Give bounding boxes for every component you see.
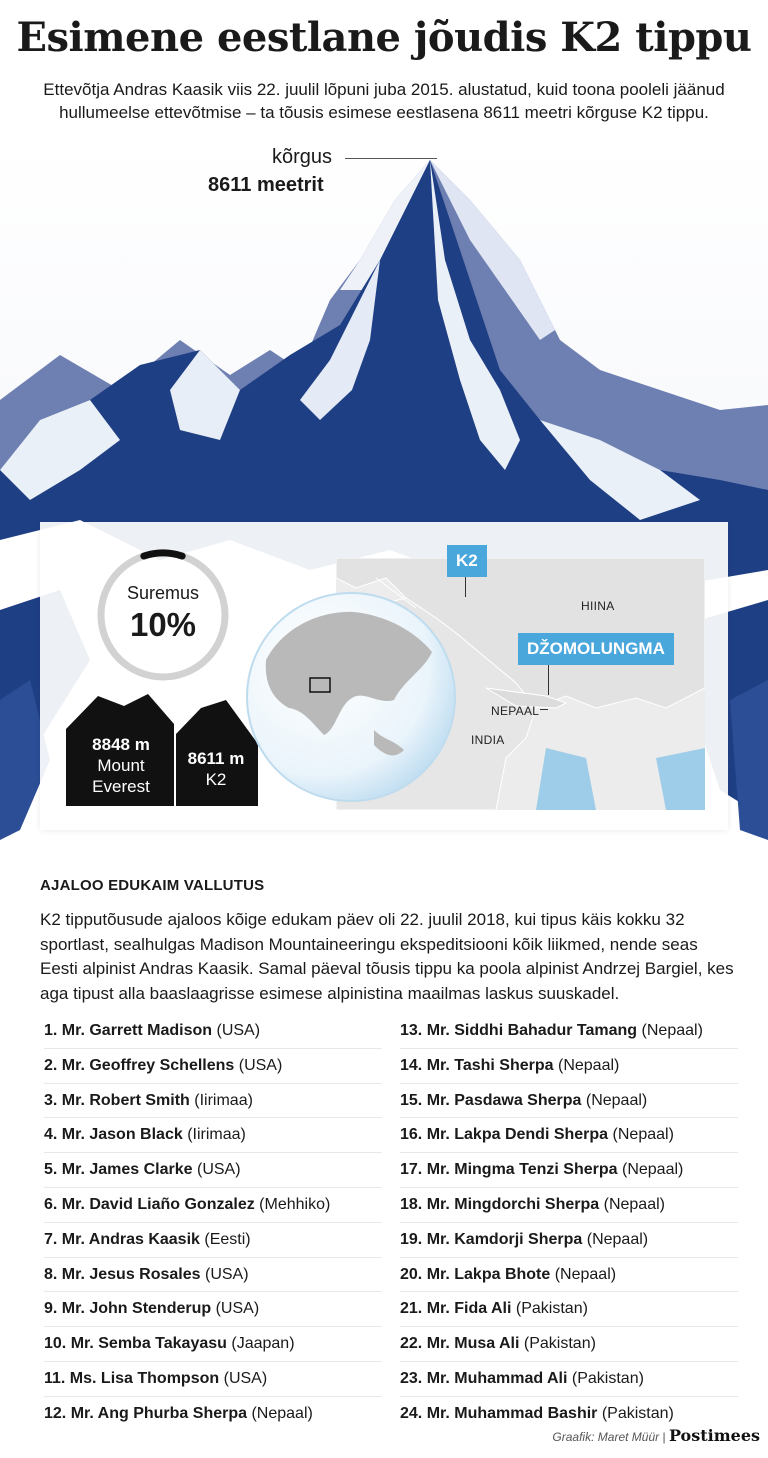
climber-country: (Eesti) [204,1230,251,1248]
list-item [44,1223,382,1258]
climber-country: (Nepaal) [554,1265,617,1283]
section-title: AJALOO EDUKAIM VALLUTUS [40,877,265,894]
climber-country: (Nepaal) [251,1404,313,1422]
climber-name: 3. Mr. Robert Smith [44,1091,190,1109]
list-item [44,1118,382,1153]
list-item [44,1049,382,1084]
everest-pin-line [548,665,549,695]
climber-country: (Jaapan) [231,1335,295,1353]
credit-prefix: Graafik: [552,1430,595,1444]
map-label-india: INDIA [471,733,505,747]
list-item [44,1188,382,1223]
climbers-list-left [44,1014,382,1431]
climber-name: 5. Mr. James Clarke [44,1161,193,1179]
list-item [400,1292,738,1327]
list-item [400,1049,738,1084]
climber-name: 21. Mr. Fida Ali [400,1300,512,1318]
climber-name: 10. Mr. Semba Takayasu [44,1335,227,1353]
climber-country: (Nepaal) [621,1161,684,1179]
climber-country: (USA) [197,1161,241,1179]
climber-name: 24. Mr. Muhammad Bashir [400,1404,598,1422]
climber-name: 23. Mr. Muhammad Ali [400,1369,568,1387]
list-item [400,1153,738,1188]
k2-map-tag: K2 [447,545,487,577]
list-item [44,1397,382,1431]
climber-name: 16. Mr. Lakpa Dendi Sherpa [400,1126,609,1144]
climber-name: 9. Mr. John Stenderup [44,1300,212,1318]
climber-country: (Pakistan) [601,1404,674,1422]
k2-pin-line [465,577,466,597]
map-label-china: HIINA [581,599,615,613]
climber-country: (USA) [216,1022,261,1039]
height-label: kõrgus [272,146,333,168]
height-leader-line [345,158,437,159]
lead-paragraph: Ettevõtja Andras Kaasik viis 22. juulil lõpuni juba 2015. alustatud, kuid toona pooleli jäänud hullumeelse ettevõtmise – ta tõusis esimese eestlasena 8611 meetri kõrguse K2 tippu. [43,80,725,122]
credit-author: Maret Müür [597,1430,660,1444]
everest-height: 8848 m [92,735,150,754]
climber-name: 13. Mr. Siddhi Bahadur Tamang [400,1022,638,1039]
climber-name: 17. Mr. Mingma Tenzi Sherpa [400,1161,618,1179]
list-item [400,1188,738,1223]
height-value: 8611 meetrit [208,174,324,196]
nepal-pin-line [540,709,548,710]
everest-name-2: Everest [92,777,150,796]
mortality-label: Suremus [126,583,200,603]
k2-height: 8611 m [187,749,245,768]
climber-name: 18. Mr. Mingdorchi Sherpa [400,1195,600,1213]
list-item [44,1014,382,1049]
climber-name: 15. Mr. Pasdawa Sherpa [400,1091,582,1109]
everest-label [78,734,164,797]
climber-name: 11. Ms. Lisa Thompson [44,1369,220,1387]
climber-country: (USA) [238,1056,283,1074]
credit-line [552,1426,760,1445]
list-item [400,1084,738,1119]
climber-country: (Pakistan) [515,1300,588,1318]
climber-country: (USA) [204,1265,249,1283]
page-title: Esimene eestlane jõudis K2 tippu [16,14,752,61]
list-item [400,1118,738,1153]
climber-country: (Nepaal) [603,1195,665,1213]
section-body: K2 tipputõusude ajaloos kõige edukam päev oli 22. juulil 2018, kui tipus käis kokku 32 sportlast, sealhulgas Madison Mountaineeringu ekspeditsiooni kõik liikmed, nende seas Eesti alpinist Andras Kaasik. Samal päeval tõusis tippu ka poola alpinist Andrzej Bargiel, kes aga tipust alla baaslaagrisse esimese alpinistina maailmas laskus suuskadel. [40,910,734,1003]
climber-country: (Mehhiko) [259,1195,331,1213]
climber-country: (Nepaal) [585,1091,648,1109]
list-item [44,1292,382,1327]
k2-name: K2 [205,770,227,789]
climber-name: 8. Mr. Jesus Rosales [44,1265,201,1283]
climber-country: (USA) [215,1300,260,1318]
climber-name: 6. Mr. David Liaño Gonzalez [44,1195,255,1213]
list-item [44,1258,382,1293]
list-item [44,1084,382,1119]
list-item [400,1362,738,1397]
climber-country: (USA) [223,1369,268,1387]
list-item [400,1014,738,1049]
climber-name: 20. Mr. Lakpa Bhote [400,1265,551,1283]
climber-name: 7. Mr. Andras Kaasik [44,1230,200,1248]
map-label-nepal: NEPAAL [491,704,540,718]
globe-icon [244,590,458,804]
everest-name-1: Mount [97,756,145,775]
climber-country: (Iirimaa) [194,1091,253,1109]
climber-country: (Pakistan) [571,1369,644,1387]
brand-logo: Postimees [668,1426,760,1445]
climber-country: (Nepaal) [558,1056,620,1074]
climber-name: 22. Mr. Musa Ali [400,1335,520,1353]
list-item [400,1223,738,1258]
climber-name: 2. Mr. Geoffrey Schellens [44,1056,235,1074]
climbers-list-right [400,1014,738,1431]
list-item [44,1362,382,1397]
climber-name: 4. Mr. Jason Black [44,1126,183,1144]
climber-country: (Nepaal) [586,1230,649,1248]
climber-country: (Pakistan) [523,1335,596,1353]
climber-name: 19. Mr. Kamdorji Sherpa [400,1230,583,1248]
mortality-value: 10% [129,606,197,643]
climber-country: (Nepaal) [641,1022,703,1039]
climber-country: (Nepaal) [612,1126,674,1144]
list-item [44,1327,382,1362]
climber-name: 14. Mr. Tashi Sherpa [400,1056,554,1074]
climber-country: (Iirimaa) [187,1126,246,1144]
climber-name: 12. Mr. Ang Phurba Sherpa [44,1404,248,1422]
list-item [44,1153,382,1188]
credit-separator: | [662,1430,666,1444]
everest-map-tag: DŽOMOLUNGMA [518,633,674,665]
list-item [400,1327,738,1362]
climber-name: 1. Mr. Garrett Madison [44,1022,213,1039]
list-item [400,1258,738,1293]
